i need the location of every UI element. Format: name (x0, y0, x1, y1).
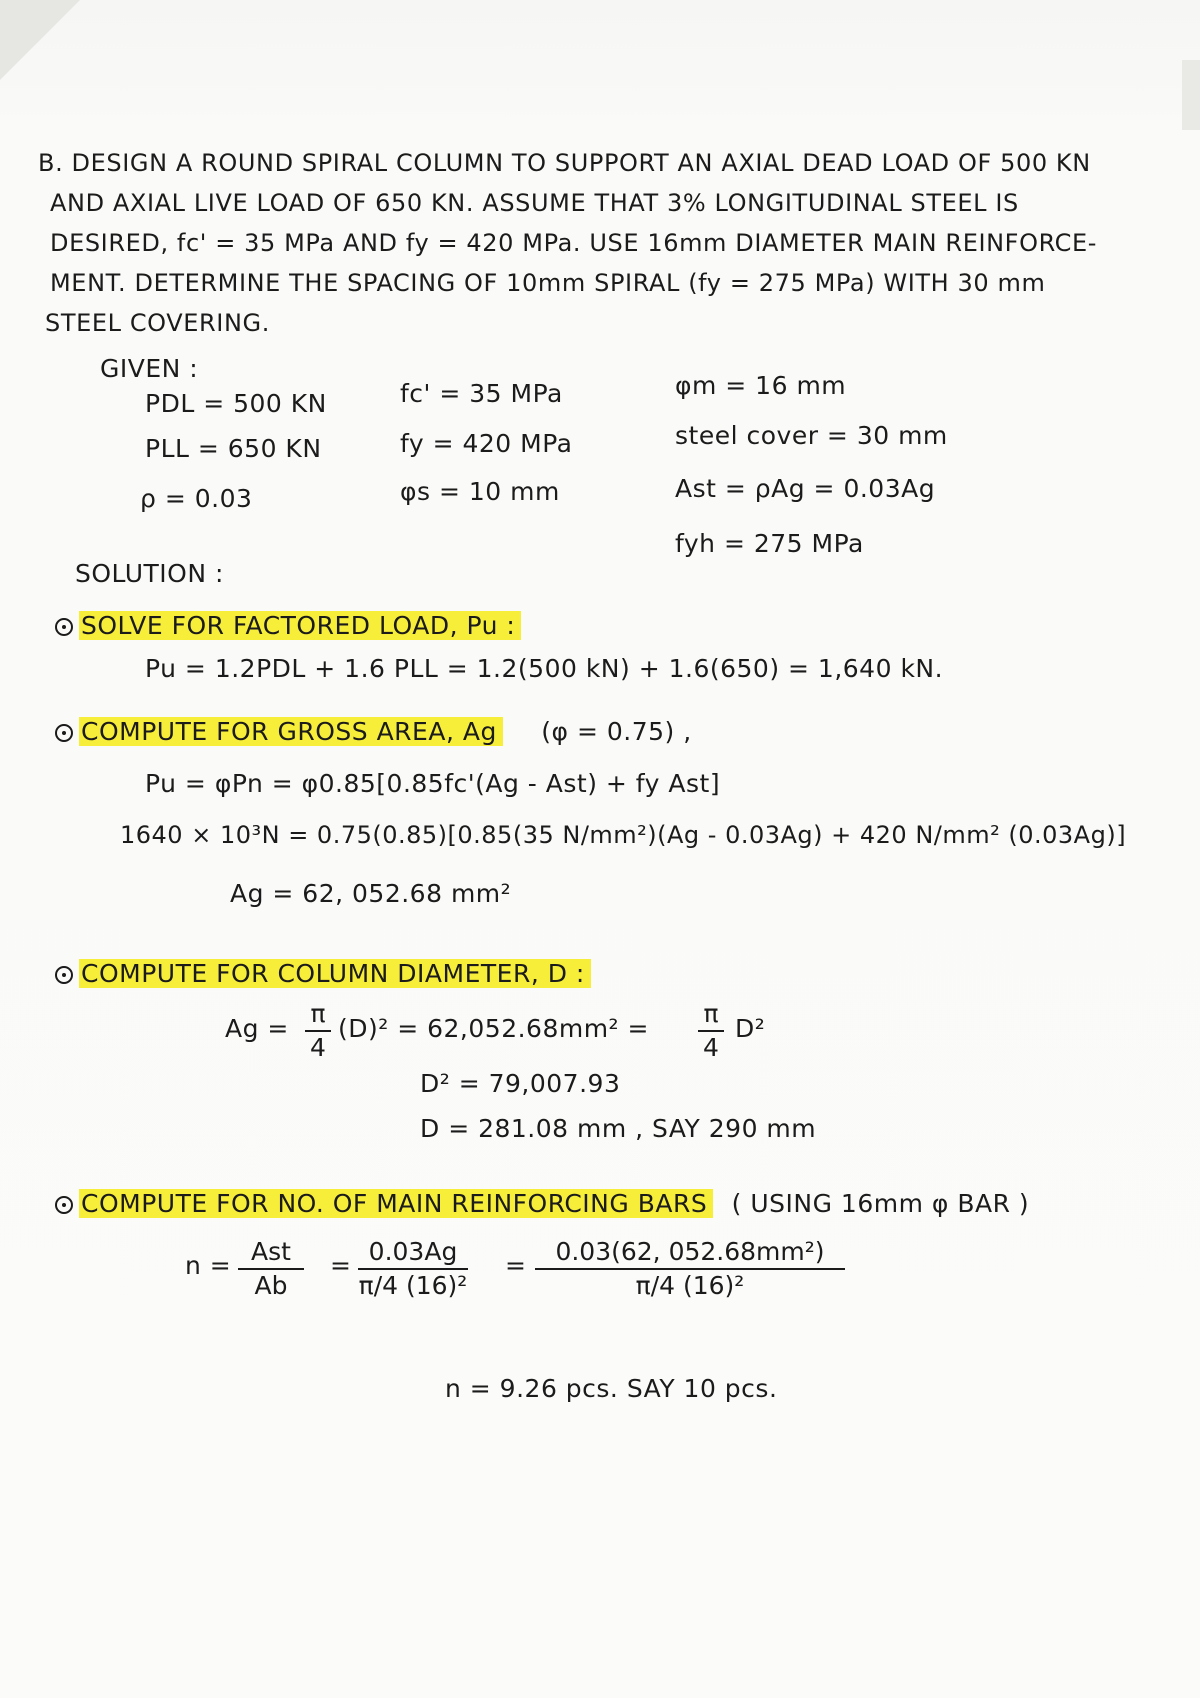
step4-fraction-3: 0.03(62, 052.68mm²) π/4 (16)² (535, 1238, 845, 1299)
pi-over-4-fraction: π 4 (305, 1000, 331, 1061)
step3-ag-label: Ag = (225, 1014, 289, 1043)
step2-result: Ag = 62, 052.68 mm² (230, 879, 512, 908)
given-live-load: PLL = 650 KN (145, 434, 322, 463)
given-phi-m: φm = 16 mm (675, 371, 847, 400)
bullet-icon (55, 618, 73, 636)
step2-heading: COMPUTE FOR GROSS AREA, Ag (79, 717, 503, 746)
step4-n-label: n = (185, 1251, 232, 1280)
step4-note: ( USING 16mm φ BAR ) (731, 1189, 1030, 1218)
pi-over-4-fraction: π 4 (698, 1000, 724, 1061)
step2-heading-row (55, 718, 692, 746)
step3-diameter-result: D = 281.08 mm , SAY 290 mm (420, 1114, 817, 1143)
given-fy: fy = 420 MPa (400, 429, 573, 458)
problem-line-3: DESIRED, fc' = 35 MPa AND fy = 420 MPa. USE 16mm DIAMETER MAIN REINFORCE- (50, 229, 1098, 257)
problem-line-1: B. DESIGN A ROUND SPIRAL COLUMN TO SUPPORT AN AXIAL DEAD LOAD OF 500 KN (38, 149, 1091, 177)
bullet-icon (55, 724, 73, 742)
page-edge-shadow (1182, 60, 1200, 130)
step4-result: n = 9.26 pcs. SAY 10 pcs. (445, 1374, 778, 1403)
given-rho: ρ = 0.03 (140, 484, 253, 513)
step1-heading: SOLVE FOR FACTORED LOAD, Pu : (79, 611, 521, 640)
step1-equation: Pu = 1.2PDL + 1.6 PLL = 1.2(500 kN) + 1.6(650) = 1,640 kN. (145, 654, 944, 683)
step4-heading-row (55, 1190, 1029, 1218)
given-dead-load: PDL = 500 KN (145, 389, 327, 418)
step2-phi-note: (φ = 0.75) , (541, 717, 692, 746)
step2-equation-2: 1640 × 10³N = 0.75(0.85)[0.85(35 N/mm²)(Ag - 0.03Ag) + 420 N/mm² (0.03Ag)] (120, 821, 1127, 849)
step3-d-squared: D² (735, 1014, 766, 1043)
page-corner-shadow (0, 0, 80, 80)
given-phi-s: φs = 10 mm (400, 477, 560, 506)
given-steel-cover: steel cover = 30 mm (675, 421, 948, 450)
step3-equation: (D)² = 62,052.68mm² = (338, 1014, 649, 1043)
given-ast: Ast = ρAg = 0.03Ag (675, 474, 936, 503)
given-fc: fc' = 35 MPa (400, 379, 563, 408)
bullet-icon (55, 966, 73, 984)
problem-line-5: STEEL COVERING. (45, 309, 270, 337)
step3-heading-row (55, 960, 591, 988)
step4-fraction-2: 0.03Ag π/4 (16)² (358, 1237, 468, 1300)
step4-equals-2: = (505, 1251, 527, 1280)
solution-label: SOLUTION : (75, 559, 224, 588)
problem-line-2: AND AXIAL LIVE LOAD OF 650 KN. ASSUME THAT 3% LONGITUDINAL STEEL IS (50, 189, 1019, 217)
problem-line-4: MENT. DETERMINE THE SPACING OF 10mm SPIRAL (fy = 275 MPa) WITH 30 mm (50, 269, 1046, 297)
step1-heading-row (55, 612, 521, 640)
bullet-icon (55, 1196, 73, 1214)
given-label: GIVEN : (100, 354, 199, 383)
step4-heading: COMPUTE FOR NO. OF MAIN REINFORCING BARS (79, 1189, 713, 1218)
step3-heading: COMPUTE FOR COLUMN DIAMETER, D : (79, 959, 591, 988)
given-fyh: fyh = 275 MPa (675, 529, 864, 558)
step4-equals-1: = (330, 1251, 352, 1280)
step2-equation-1: Pu = φPn = φ0.85[0.85fc'(Ag - Ast) + fy Ast] (145, 769, 721, 798)
ast-over-ab-fraction: Ast Ab (238, 1238, 304, 1299)
step3-d-squared-value: D² = 79,007.93 (420, 1069, 621, 1098)
